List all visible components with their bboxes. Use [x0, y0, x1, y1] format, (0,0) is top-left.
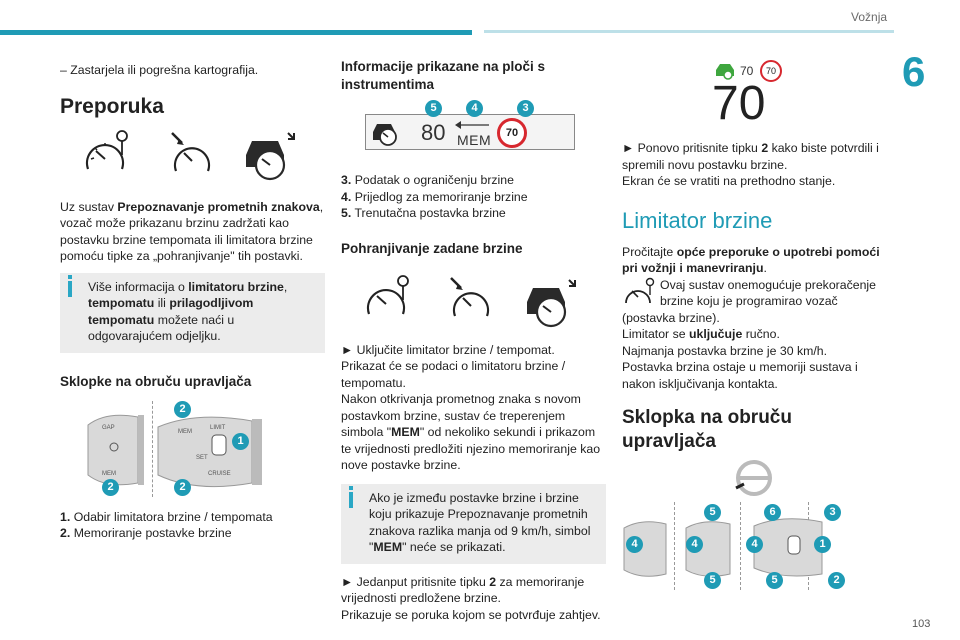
- badge-1: 1: [814, 536, 831, 553]
- text-bold: limitatoru brzine: [188, 279, 284, 294]
- text: ili: [154, 296, 170, 310]
- heading-sklopke: Sklopke na obruču upravljača: [60, 373, 252, 389]
- stalk-illustration: [60, 401, 325, 501]
- arrow-left-icon: [455, 120, 491, 130]
- pohrana-text-2: [341, 391, 606, 474]
- speed-display: [622, 58, 887, 134]
- panel-mem: MEM: [457, 132, 492, 148]
- limitator-memory: Postavka brzina ostaje u memoriji sustava i nakon isključivanja kontakta.: [622, 360, 858, 391]
- badge-4: 4: [626, 536, 643, 553]
- info-text: [349, 490, 598, 556]
- badge-6: 6: [764, 504, 781, 521]
- list-item: [341, 172, 606, 189]
- car-speedometer-icon: [523, 276, 583, 328]
- gap-label: GAP: [102, 424, 115, 431]
- text-bold: tempomatu: [88, 296, 155, 310]
- mem-label: MEM: [102, 470, 116, 477]
- badge-5: 5: [766, 572, 783, 589]
- stalk-divider: [152, 401, 153, 497]
- text: ,: [283, 279, 288, 294]
- pohrana-step-1: ► Uključite limitator brzine / tempomat.: [341, 342, 555, 357]
- text: Limitator se: [622, 327, 689, 341]
- numbered-list-2: [341, 172, 606, 222]
- heading-informacije: Informacije prikazane na ploči s instrumentima: [341, 59, 546, 92]
- column-1: [60, 58, 325, 542]
- heading-preporuka: Preporuka: [60, 94, 164, 118]
- badge-4: 4: [686, 536, 703, 553]
- col3-step: [622, 140, 887, 173]
- list-number: 5.: [341, 206, 352, 220]
- badge-2: 2: [828, 572, 845, 589]
- text: " neće se prikazati.: [402, 540, 506, 554]
- text: ► Ponovo pritisnite tipku: [622, 141, 762, 155]
- badge-5: 5: [704, 504, 721, 521]
- text-bold: MEM: [391, 425, 420, 439]
- text-bold: uključuje: [688, 327, 743, 341]
- text: ručno.: [742, 327, 780, 341]
- badge-2-right: 2: [174, 479, 191, 496]
- display-speed-sign: 70: [760, 60, 782, 82]
- page-number: 103: [912, 618, 931, 630]
- badge-2-top: 2: [174, 401, 191, 418]
- steering-wheel-icon: [734, 458, 774, 498]
- info-text: [68, 279, 317, 345]
- list-number: 3.: [341, 173, 352, 187]
- header-accent-bar: [0, 30, 472, 35]
- steering-wheel-illustration: [622, 458, 887, 592]
- section-title: Vožnja: [851, 10, 888, 24]
- column-3: [622, 58, 887, 592]
- limitator-min: Najmanja postavka brzine je 30 km/h.: [622, 343, 828, 358]
- list-item: [60, 525, 325, 542]
- text: " od nekoliko sekundi i prikazom te vrijednosti predložiti njezino memoriranje kao nove postavke brzine.: [341, 425, 601, 472]
- column-2: [341, 58, 606, 623]
- info-box-2: [341, 484, 606, 564]
- badge-5: 5: [704, 572, 721, 589]
- heading-limitator: Limitator brzine: [622, 207, 773, 233]
- pohrana-step-2: [341, 574, 606, 607]
- badge-3: 3: [517, 100, 534, 117]
- text: Više informacija o: [88, 279, 189, 294]
- text: Ako je između postavke brzine i brzine koju prikazuje Prepoznavanje prometnih znakova razlika manja od 9 km/h, simbol ": [369, 490, 591, 554]
- limitator-enable: [622, 326, 887, 343]
- list-number: 2.: [60, 526, 71, 540]
- panel-speed: 80: [421, 120, 446, 145]
- pohrana-text-3: Prikazuje se poruka kojom se potvrđuje zahtjev.: [341, 607, 601, 622]
- display-small-speed: 70: [740, 64, 754, 78]
- list-text: Trenutačna postavka brzine: [354, 206, 506, 220]
- list-text: Memoriranje postavke brzine: [73, 526, 232, 540]
- text: ► Jedanput pritisnite tipku: [341, 574, 490, 589]
- chapter-number: 6: [902, 48, 926, 95]
- heading-pohranjivanje: Pohranjivanje zadane brzine: [341, 240, 523, 256]
- text: .: [763, 261, 767, 275]
- stalk-divider-1: [674, 502, 675, 590]
- text: kako biste potvrdili i spremili novu postavku brzine.: [622, 141, 879, 172]
- info-icon: [68, 281, 72, 297]
- text-bold: 2: [761, 141, 769, 155]
- mem-label-2: MEM: [178, 428, 192, 435]
- badge-3: 3: [824, 504, 841, 521]
- numbered-list-1: [60, 509, 325, 542]
- list-item: [341, 189, 606, 206]
- heading-sklopka: Sklopka na obruču upravljača: [622, 407, 792, 452]
- col3-return-text: Ekran će se vratiti na prethodno stanje.: [622, 174, 836, 188]
- speed-icons-row: [60, 127, 325, 197]
- limitator-read-text: [622, 244, 887, 277]
- header-light-bar: [484, 30, 894, 33]
- badge-4: 4: [466, 100, 483, 117]
- limit-label: LIMIT: [210, 424, 226, 431]
- speedometer-sign-icon: [82, 129, 132, 177]
- badge-5: 5: [425, 100, 442, 117]
- text: Nakon otkrivanja prometnog znaka s novom postavkom brzine, sustav će treperenjem simbola ": [341, 392, 581, 439]
- text-bold: prilagodljivom tempomatu: [88, 296, 254, 327]
- speed-icons-row-2: [341, 272, 606, 338]
- panel-speed-sign: 70: [497, 118, 527, 148]
- car-speedometer-icon: [371, 118, 405, 146]
- badge-4: 4: [746, 536, 763, 553]
- car-speedometer-icon: [242, 129, 302, 181]
- info-icon: [349, 492, 353, 508]
- list-text: Prijedlog za memoriranje brzine: [354, 189, 528, 204]
- list-text: Odabir limitatora brzine / tempomata: [73, 509, 273, 524]
- text-bold: Prepoznavanje prometnih znakova: [117, 199, 320, 214]
- text-bold: opće preporuke o upotrebi pomoći pri vožnji i manevriranju: [622, 244, 880, 275]
- text: , vozač može prikazanu brzinu zadržati kao postavku brzine tempomata ili limitatora brzine pomoću tipke za „pohranjivanje" tih postavki.: [60, 199, 324, 263]
- text: Uz sustav: [60, 199, 118, 214]
- speedometer-press-icon: [447, 274, 495, 322]
- stalk-left-image: [86, 405, 146, 493]
- list-item: [60, 509, 325, 526]
- list-item: [341, 205, 606, 222]
- pohrana-text-1: Prikazat će se podaci o limitatoru brzine / tempomatu.: [341, 359, 566, 390]
- speedometer-sign-icon: [622, 277, 656, 307]
- set-label: SET: [196, 454, 208, 461]
- text: možete naći u odgovarajućem odjeljku.: [88, 312, 235, 343]
- list-number: 4.: [341, 189, 352, 204]
- text: za memoriranje vrijednosti predložene brzine.: [341, 574, 585, 605]
- limitator-desc-text: Ovaj sustav onemogućuje prekoračenje brzine koju je programirao vozač (postavka brzine).: [622, 277, 877, 325]
- cruise-label: CRUISE: [208, 470, 231, 477]
- text-bold: MEM: [373, 540, 403, 554]
- limitator-desc: [622, 277, 887, 327]
- list-text: Podatak o ograničenju brzine: [354, 173, 514, 187]
- stalk-divider-2: [740, 502, 741, 590]
- dash-line: – Zastarjela ili pogrešna kartografija.: [60, 63, 259, 77]
- instrument-panel: [341, 100, 606, 160]
- stalk-right-image: [156, 409, 268, 493]
- text: Pročitajte: [622, 244, 677, 259]
- badge-2-left: 2: [102, 479, 119, 496]
- badge-1: 1: [232, 433, 249, 450]
- info-box: [60, 273, 325, 353]
- speedometer-press-icon: [168, 129, 216, 177]
- speedometer-sign-icon: [363, 274, 413, 322]
- preporuka-paragraph: [60, 199, 325, 265]
- list-number: 1.: [60, 509, 71, 524]
- display-big-speed: 70: [712, 77, 766, 130]
- text-bold: 2: [489, 574, 497, 589]
